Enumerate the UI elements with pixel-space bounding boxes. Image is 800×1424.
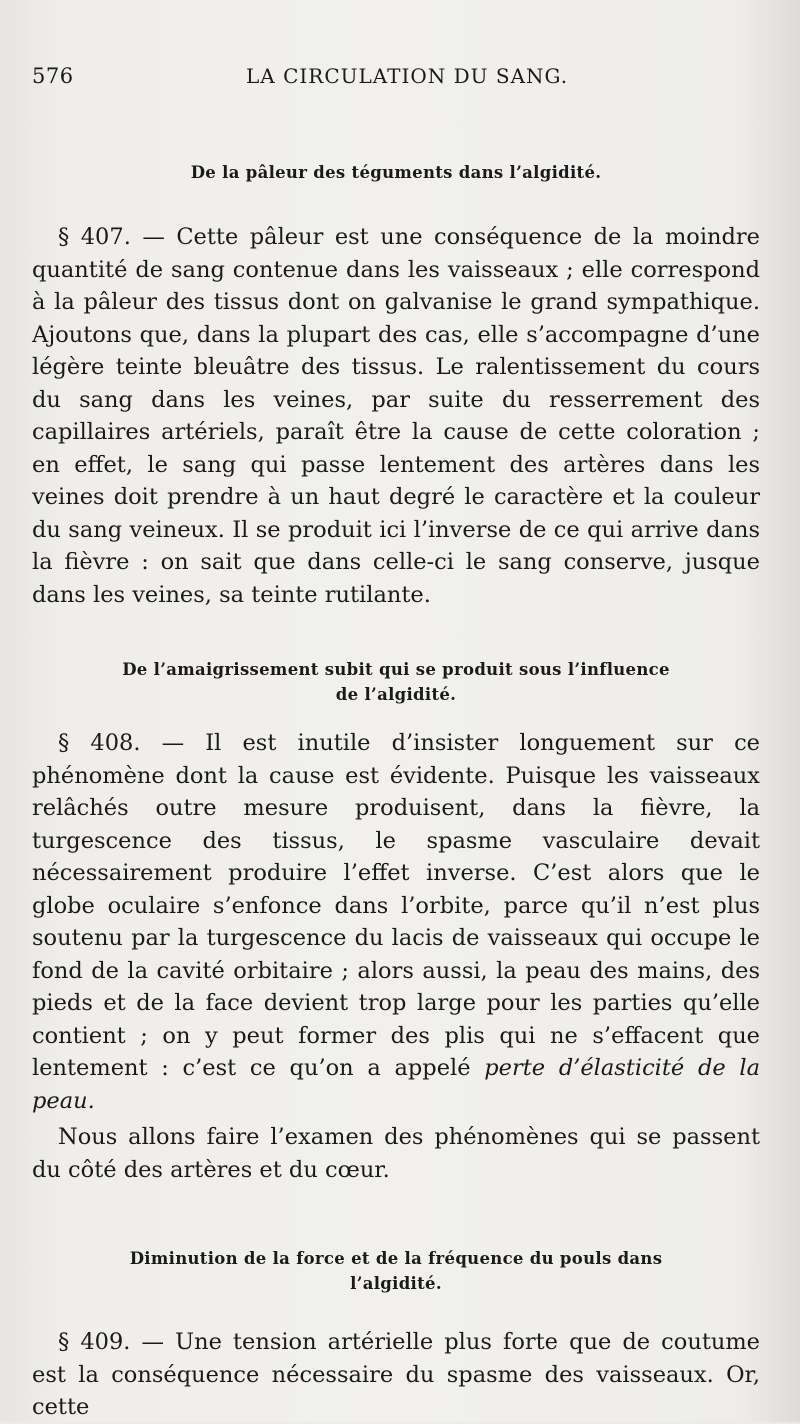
section-heading-407: De la pâleur des téguments dans l’algidité. xyxy=(190,163,602,182)
paragraph-408-italic: perte d’élasticité de la peau. xyxy=(32,1055,760,1114)
running-title: LA CIRCULATION DU SANG. xyxy=(246,64,569,88)
paragraph-407: § 407. — Cette pâleur est une conséquence de la moindre quantité de sang contenue dans les vaisseaux ; elle correspond à la pâleur des tissus dont on galvanise le grand sympathique. Ajoutons que, dans la plupart des cas, elle s’accompagne d’une légère teinte bleuâtre des tissus. Le ralentissement du cours du sang dans les veines, par suite du resserrement des capillaires artériels, paraît être la cause de cette coloration ; en effet, le sang qui passe lentement des artères dans les veines doit prendre à un haut degré le caractère et la couleur du sang veineux. Il se produit ici l’inverse de ce qui arrive dans la fièvre : on sait que dans celle-ci le sang conserve, jusque dans les veines, sa teinte rutilante. xyxy=(32,224,760,608)
page-body xyxy=(32,160,760,1424)
paragraph-408-text: § 408. — Il est inutile d’insister longuement sur ce phénomène dont la cause est évidente. Puisque les vaisseaux relâchés outre mesure produisent, dans la fièvre, la turgescence des tissus, le spasme vasculaire devait nécessairement produire l’effet inverse. C’est alors que le globe oculaire s’enfonce dans l’orbite, parce qu’il n’est plus soutenu par la turgescence du lacis de vaisseaux qui occupe le fond de la cavité orbitaire ; alors aussi, la peau des mains, des pieds et de la face devient trop large pour les parties qu’elle contient ; on y peut former des plis qui ne s’effacent que lentement : c’est ce qu’on a appelé xyxy=(32,730,760,1081)
section-heading-409-line2: l’algidité. xyxy=(350,1274,442,1293)
section-heading-409 xyxy=(32,1246,760,1296)
section-heading-408-line2: de l’algidité. xyxy=(335,685,457,704)
paragraph-408 xyxy=(32,727,760,1117)
section-heading-408-line1: De l’amaigrissement subit qui se produit sous l’influence xyxy=(122,660,670,679)
page-header xyxy=(32,64,760,98)
section-heading-408 xyxy=(32,657,760,707)
page-number: 576 xyxy=(32,64,74,88)
paragraph-408-followup: Nous allons faire l’examen des phénomènes qui se passent du côté des artères et du cœur. xyxy=(32,1124,760,1183)
paragraph-409: § 409. — Une tension artérielle plus forte que de coutume est la conséquence nécessaire du spasme des vaisseaux. Or, cette xyxy=(32,1329,760,1420)
section-heading-409-line1: Diminution de la force et de la fréquence du pouls dans xyxy=(129,1249,663,1268)
